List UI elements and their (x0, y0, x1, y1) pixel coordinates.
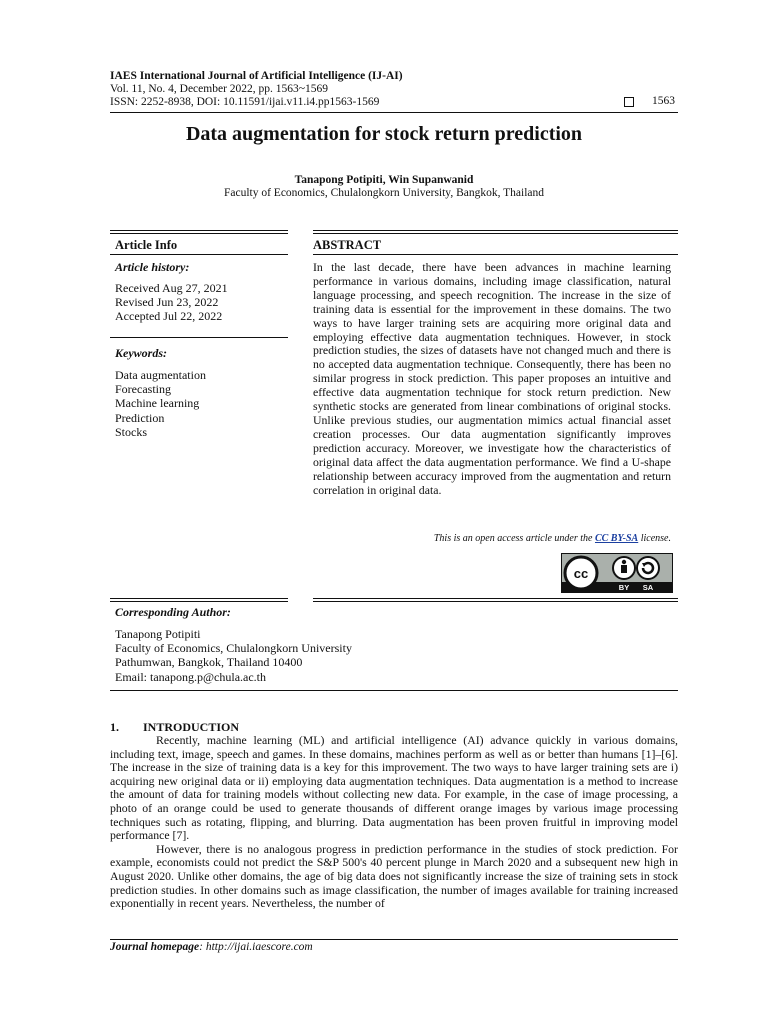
abstract-text: In the last decade, there have been advances in machine learning performance in various domains, including image classification, natural language processing, and speech recognition. The increase in the size of training data is essential for the improvement in these domains. The two ways to have larger training sets are acquiring more original data and employing effective data augmentation techniques. However, in stock prediction studies, the sizes of datasets have not changed much and there is no accepted data augmentation technique. Consequently, there has been no similar progress in stock prediction. This paper proposes an intuitive and effective data augmentation technique for stock return prediction. New synthetic stocks are generated from linear combinations of original stocks. Unlike previous studies, our augmentation mimics actual financial asset creation processes. Our data augmentation significantly improves prediction accuracy. Moreover, we investigate how the characteristics of original data affect the data augmentation performance. We find a U-shape relationship between accuracy improved from the augmentation and return correlation in original data. (313, 260, 671, 497)
sa-share-alike-icon (637, 557, 659, 579)
license-prefix: This is an open access article under the (433, 533, 593, 544)
cc-by-sa-badge[interactable] (561, 553, 673, 593)
history-accepted: Accepted Jul 22, 2022 (115, 309, 223, 324)
corresponding-right-rule (313, 598, 678, 602)
cc-by-sa-badge-graphic (562, 554, 672, 592)
journal-volume: Vol. 11, No. 4, December 2022, pp. 1563~1569 (110, 83, 328, 95)
history-revised: Revised Jun 23, 2022 (115, 295, 219, 310)
keyword-item: Data augmentation (115, 368, 206, 382)
keywords-list (115, 368, 206, 439)
section-number: 1. (110, 720, 119, 734)
footer-rule (110, 939, 678, 940)
square-bullet-icon (624, 97, 634, 107)
page-number: 1563 (652, 95, 675, 107)
article-info-heading: Article Info (115, 238, 178, 252)
journal-homepage (110, 941, 313, 953)
paper-title: Data augmentation for stock return prediction (185, 123, 583, 145)
article-info-rule (110, 254, 288, 255)
corresponding-address: Pathumwan, Bangkok, Thailand 10400 (115, 655, 303, 670)
keyword-item: Prediction (115, 410, 165, 425)
abstract-top-rule (313, 230, 678, 234)
keywords-label: Keywords: (115, 346, 167, 360)
corresponding-email: Email: tanapong.p@chula.ac.th (115, 669, 267, 684)
article-history-label: Article history: (115, 260, 190, 274)
badge-by-label: BY (618, 583, 630, 592)
history-received: Received Aug 27, 2021 (115, 281, 228, 295)
header-rule (110, 112, 678, 113)
corresponding-author-label: Corresponding Author: (115, 605, 231, 619)
open-access-notice (313, 533, 671, 544)
article-history-list (115, 281, 228, 324)
keyword-item: Forecasting (115, 382, 171, 397)
section-title: INTRODUCTION (143, 720, 240, 734)
badge-sa-label: SA (642, 583, 654, 592)
keywords-rule (110, 337, 288, 338)
cc-by-sa-link[interactable]: CC BY-SA (594, 533, 639, 544)
info-bottom-rule (110, 690, 678, 691)
corresponding-left-rule (110, 598, 288, 602)
abstract-rule (313, 254, 678, 255)
corresponding-name: Tanapong Potipiti (115, 627, 201, 641)
keyword-item: Stocks (115, 424, 148, 439)
abstract-heading: ABSTRACT (313, 238, 382, 252)
corresponding-faculty: Faculty of Economics, Chulalongkorn University (115, 641, 352, 656)
license-suffix: license. (640, 533, 671, 544)
journal-name: IAES International Journal of Artificial Intelligence (IJ-AI) (110, 70, 403, 82)
intro-paragraph: Recently, machine learning (ML) and artificial intelligence (AI) advance quickly in various domains, including text, image, speech and games. In these domains, machines perform as well as or better than humans [1]–[6]. The increase in the size of training data is a key for this improvement. The two ways to have larger training sets are i) acquiring new original data or ii) employing data augmentation techniques. Data augmentation is a method to increase the amount of data for training models without collecting new data. For example, in the case of image processing, a photo of an orange could be used to generate thousands of different orange images by various image processing techniques such as rotating, flipping, and blurring. Data augmentation has been proven fruitful in improving model performance [7]. (110, 733, 678, 843)
introduction-body (110, 734, 678, 911)
intro-paragraph: However, there is no analogous progress in prediction performance in the studies of stock prediction. For example, economists could not predict the S&P 500's 40 percent plunge in March 2020 and a subsequent new high in August 2020. Unlike other domains, the age of big data does not significantly increase the size of training sets in stock prediction studies. In other domains such as image classification, the number of images available for training increased exponentially in recent years. Nevertheless, the number of (110, 841, 678, 911)
homepage-url[interactable]: : http://ijai.iaescore.com (199, 941, 313, 953)
paper-authors: Tanapong Potipiti, Win Supanwanid (294, 174, 474, 186)
paper-affiliation: Faculty of Economics, Chulalongkorn University, Bangkok, Thailand (223, 187, 545, 199)
homepage-label: Journal homepage (110, 941, 200, 953)
article-info-top-rule (110, 230, 288, 234)
journal-issn-doi: ISSN: 2252-8938, DOI: 10.11591/ijai.v11.i4.pp1563-1569 (110, 96, 380, 108)
keyword-item: Machine learning (115, 396, 200, 411)
svg-text:cc: cc (573, 566, 589, 581)
corresponding-author-details (115, 627, 352, 684)
